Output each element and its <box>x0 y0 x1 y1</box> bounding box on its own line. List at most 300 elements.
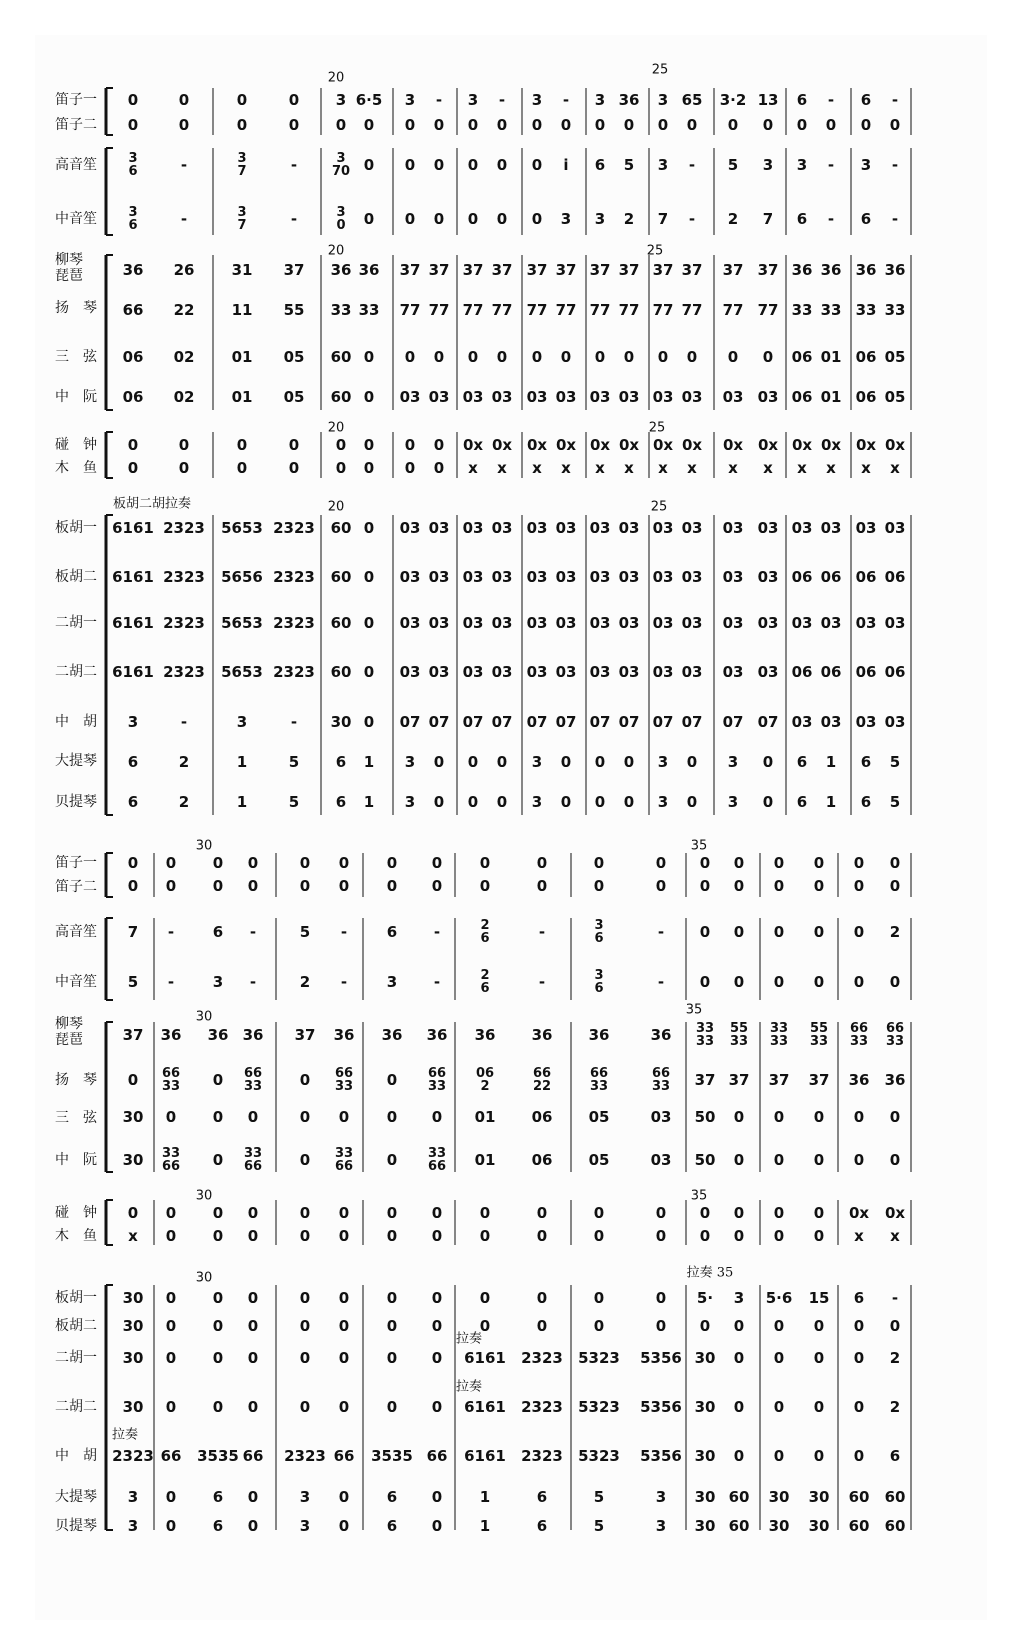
note: 03 <box>589 388 611 406</box>
instrument-label-zhonghu: 中 胡 <box>55 1448 97 1464</box>
note: 0 <box>762 348 774 366</box>
note-part: 2 <box>480 918 490 933</box>
note: 7 <box>127 923 139 941</box>
note: 03 <box>652 568 674 586</box>
note: 0 <box>433 210 445 228</box>
note: - <box>891 91 899 109</box>
note: 37 <box>694 1071 716 1089</box>
note: 07 <box>618 713 640 731</box>
note: 6161 <box>112 568 154 586</box>
note: 36 <box>618 91 640 109</box>
note: x <box>890 459 900 477</box>
note: 36 <box>588 1026 610 1044</box>
note: 36 <box>242 1026 264 1044</box>
note: 26 <box>173 261 195 279</box>
note: 50 <box>694 1108 716 1126</box>
note: 03 <box>757 388 779 406</box>
note: x <box>624 459 634 477</box>
note: 0 <box>335 116 347 134</box>
instrument-label-cello: 大提琴 <box>55 1489 97 1505</box>
note: - <box>538 973 546 991</box>
note: 0 <box>299 1204 311 1222</box>
note: 03 <box>462 388 484 406</box>
note: 5 <box>623 156 635 174</box>
note: 30 <box>694 1488 716 1506</box>
note: 1 <box>479 1517 491 1535</box>
note-part: 66 <box>532 1066 552 1081</box>
note: 0 <box>127 1204 139 1222</box>
note: 3 <box>762 156 774 174</box>
note: 6 <box>536 1488 548 1506</box>
note: 0 <box>773 1204 785 1222</box>
note: 6 <box>594 156 606 174</box>
note: 1 <box>825 793 837 811</box>
note: 03 <box>652 663 674 681</box>
note: 06 <box>791 388 813 406</box>
note: 0 <box>813 1317 825 1335</box>
note: 0 <box>386 1151 398 1169</box>
note: 0 <box>165 877 177 895</box>
note-part: 6 <box>128 218 138 233</box>
note: 0 <box>655 854 667 872</box>
note: 0 <box>404 459 416 477</box>
note: 5653 <box>221 614 263 632</box>
note-part: 66 <box>243 1159 263 1174</box>
note: 0 <box>431 877 443 895</box>
note: 0 <box>594 793 606 811</box>
note: 0 <box>733 1349 745 1367</box>
note: 3 <box>404 91 416 109</box>
note: 0 <box>593 1317 605 1335</box>
note: 0 <box>386 1204 398 1222</box>
note: 0 <box>813 1108 825 1126</box>
note: 0 <box>386 854 398 872</box>
note: 36 <box>650 1026 672 1044</box>
note: 0 <box>335 459 347 477</box>
note: 36 <box>884 1071 906 1089</box>
note: 03 <box>618 568 640 586</box>
note: 3 <box>594 91 606 109</box>
note: x <box>468 459 478 477</box>
note-stack <box>696 1022 714 1048</box>
note: 03 <box>884 713 906 731</box>
note: 0 <box>299 1227 311 1245</box>
note: 1 <box>825 753 837 771</box>
note-part: 33 <box>769 1021 789 1036</box>
note: 36 <box>884 261 906 279</box>
note: 77 <box>428 301 450 319</box>
note: x <box>854 1227 864 1245</box>
note: 06 <box>884 663 906 681</box>
note: 0 <box>431 1488 443 1506</box>
note: - <box>433 923 441 941</box>
note-part: 3 <box>128 205 138 220</box>
note: 0x <box>757 436 779 454</box>
note-part: 66 <box>243 1066 263 1081</box>
note-part: 33 <box>334 1146 354 1161</box>
note: 37 <box>652 261 674 279</box>
note: 0 <box>655 1204 667 1222</box>
instrument-label-sanxian: 三 弦 <box>55 349 97 365</box>
instrument-label-pengzhong: 碰 钟 <box>55 1205 97 1221</box>
note: 0 <box>560 753 572 771</box>
note: 0 <box>733 923 745 941</box>
instrument-label-yangqin: 扬 琴 <box>55 1072 97 1088</box>
note: 6 <box>536 1517 548 1535</box>
note-part: 33 <box>334 1079 354 1094</box>
note: 33 <box>330 301 352 319</box>
note: 0 <box>853 923 865 941</box>
note: 0 <box>536 1289 548 1307</box>
note: 66 <box>242 1447 264 1465</box>
note: 0x <box>884 436 906 454</box>
note: 2 <box>889 1398 901 1416</box>
note: 0 <box>686 793 698 811</box>
note: 0 <box>299 877 311 895</box>
note: 07 <box>589 713 611 731</box>
note: 0 <box>299 1151 311 1169</box>
note: 6 <box>386 1517 398 1535</box>
note-stack <box>237 206 246 232</box>
note: 3 <box>657 793 669 811</box>
note: 03 <box>650 1151 672 1169</box>
note: 0 <box>467 753 479 771</box>
note: 36 <box>531 1026 553 1044</box>
note: 0 <box>686 348 698 366</box>
note: 0 <box>247 1317 259 1335</box>
note: 0 <box>773 1398 785 1416</box>
note: 60 <box>330 348 352 366</box>
note: 6 <box>889 1447 901 1465</box>
note: 0 <box>165 1204 177 1222</box>
note-part: 33 <box>695 1034 715 1049</box>
note: 01 <box>820 388 842 406</box>
note: 05 <box>588 1151 610 1169</box>
note: 30 <box>768 1517 790 1535</box>
note: 0 <box>127 459 139 477</box>
note: 03 <box>820 614 842 632</box>
note-part: 66 <box>334 1066 354 1081</box>
note: 0 <box>212 1071 224 1089</box>
note: 33 <box>791 301 813 319</box>
note: 0 <box>363 459 375 477</box>
note: 0 <box>853 877 865 895</box>
note-part: 66 <box>427 1066 447 1081</box>
note: 0 <box>247 1108 259 1126</box>
note: 6161 <box>464 1349 506 1367</box>
note: 3 <box>467 91 479 109</box>
note: 0x <box>652 436 674 454</box>
note: 03 <box>855 519 877 537</box>
note-stack <box>332 152 350 178</box>
note: 0 <box>813 1398 825 1416</box>
note: 31 <box>231 261 253 279</box>
note: 77 <box>757 301 779 319</box>
note-stack <box>162 1147 180 1173</box>
note: 2 <box>178 753 190 771</box>
note: 0 <box>363 388 375 406</box>
note: 2323 <box>273 614 315 632</box>
instrument-label-dizi2: 笛子二 <box>55 117 97 133</box>
note-part: 3 <box>336 205 346 220</box>
note: 66 <box>160 1447 182 1465</box>
note: 0 <box>386 1071 398 1089</box>
instrument-label-bass: 贝提琴 <box>55 794 97 810</box>
note: 37 <box>122 1026 144 1044</box>
note: 0 <box>433 348 445 366</box>
note-stack <box>810 1022 828 1048</box>
note-stack <box>652 1067 670 1093</box>
note-part: 33 <box>589 1079 609 1094</box>
note: 0 <box>165 1108 177 1126</box>
note: 66 <box>122 301 144 319</box>
note: 0 <box>773 1108 785 1126</box>
note: 5653 <box>221 663 263 681</box>
note: 6 <box>796 210 808 228</box>
note: 77 <box>462 301 484 319</box>
note: 03 <box>589 519 611 537</box>
note: 0 <box>433 156 445 174</box>
note: 0 <box>363 210 375 228</box>
note: 0 <box>431 854 443 872</box>
note: 0 <box>733 1317 745 1335</box>
note: 0 <box>212 1398 224 1416</box>
note: 03 <box>428 614 450 632</box>
note: 0 <box>796 116 808 134</box>
note-stack <box>162 1067 180 1093</box>
note: 6161 <box>464 1398 506 1416</box>
note: 0 <box>386 1108 398 1126</box>
note: 0 <box>338 1204 350 1222</box>
note: - <box>827 91 835 109</box>
instrument-label-cello: 大提琴 <box>55 753 97 769</box>
note: 0 <box>686 116 698 134</box>
note: 3 <box>531 91 543 109</box>
note: 0 <box>338 1517 350 1535</box>
note: 03 <box>399 663 421 681</box>
note: x <box>497 459 507 477</box>
note: 6 <box>853 1289 865 1307</box>
note: 0 <box>165 1227 177 1245</box>
note: 0 <box>773 923 785 941</box>
note: 05 <box>884 348 906 366</box>
note: 03 <box>722 663 744 681</box>
note: 0 <box>813 877 825 895</box>
note: 0 <box>363 116 375 134</box>
measure-number: 25 <box>648 420 666 436</box>
note: 3 <box>236 713 248 731</box>
instrument-label-zhongruan: 中 阮 <box>55 1152 97 1168</box>
note: 01 <box>474 1151 496 1169</box>
note: 60 <box>330 568 352 586</box>
note: 60 <box>884 1517 906 1535</box>
note: 0 <box>363 663 375 681</box>
note: 0 <box>623 116 635 134</box>
note: 37 <box>399 261 421 279</box>
note: 03 <box>491 663 513 681</box>
note: 07 <box>757 713 779 731</box>
note: 60 <box>330 614 352 632</box>
note: 03 <box>884 614 906 632</box>
note-part: 33 <box>769 1034 789 1049</box>
note: 07 <box>722 713 744 731</box>
note: 03 <box>722 568 744 586</box>
note: 0 <box>594 116 606 134</box>
note: 0 <box>165 1488 177 1506</box>
note: 0 <box>338 1349 350 1367</box>
note: 6 <box>860 753 872 771</box>
note-stack <box>128 152 137 178</box>
note: 36 <box>820 261 842 279</box>
note: 03 <box>681 519 703 537</box>
note: 0 <box>212 1204 224 1222</box>
note-part: 33 <box>243 1079 263 1094</box>
note: 03 <box>526 519 548 537</box>
note: 3 <box>655 1517 667 1535</box>
note: 0 <box>531 156 543 174</box>
note: x <box>763 459 773 477</box>
note-stack <box>428 1147 446 1173</box>
instrument-label-gao_sheng: 高音笙 <box>55 924 97 940</box>
note: x <box>561 459 571 477</box>
note: 06 <box>855 663 877 681</box>
note: 0 <box>338 1289 350 1307</box>
note: 0 <box>247 854 259 872</box>
note-part: 66 <box>651 1066 671 1081</box>
note: 6 <box>127 793 139 811</box>
note-stack <box>428 1067 446 1093</box>
note: 37 <box>589 261 611 279</box>
note: - <box>538 923 546 941</box>
note-part: 66 <box>334 1159 354 1174</box>
note: - <box>435 91 443 109</box>
note: 03 <box>820 713 842 731</box>
note-part: 33 <box>161 1146 181 1161</box>
note: 60 <box>728 1517 750 1535</box>
note: 0 <box>247 1204 259 1222</box>
note: 6161 <box>112 663 154 681</box>
note: 0 <box>288 116 300 134</box>
note: 11 <box>231 301 253 319</box>
instrument-label-banhu1: 板胡一 <box>55 520 97 536</box>
note: 0 <box>212 1317 224 1335</box>
note: 0 <box>299 854 311 872</box>
direction-text: 板胡二胡拉奏 <box>112 496 192 512</box>
note: 0 <box>212 1289 224 1307</box>
direction-text: 拉奏 <box>111 1427 139 1443</box>
note: 0 <box>699 1227 711 1245</box>
note-stack <box>237 152 246 178</box>
note: 0 <box>853 1349 865 1367</box>
note: 0 <box>433 436 445 454</box>
note: 0 <box>386 1317 398 1335</box>
note: 0 <box>531 348 543 366</box>
note: 3535 <box>371 1447 413 1465</box>
note: 0 <box>536 877 548 895</box>
note: 3·2 <box>719 91 747 109</box>
note: 0 <box>431 1289 443 1307</box>
note: 03 <box>681 388 703 406</box>
note: 0 <box>299 1289 311 1307</box>
note: 03 <box>618 663 640 681</box>
note: x <box>128 1227 138 1245</box>
note: - <box>340 923 348 941</box>
note: - <box>180 210 188 228</box>
note: 60 <box>330 519 352 537</box>
note: 6 <box>212 1488 224 1506</box>
note: x <box>658 459 668 477</box>
note: 0 <box>699 1317 711 1335</box>
note: 5356 <box>640 1447 682 1465</box>
note: 0 <box>773 1349 785 1367</box>
note: 2323 <box>521 1398 563 1416</box>
note: 0 <box>165 1317 177 1335</box>
note: 0 <box>363 436 375 454</box>
note: 0x <box>884 1204 906 1222</box>
note: 0 <box>299 1398 311 1416</box>
note: 0 <box>338 1227 350 1245</box>
instrument-label-sanxian: 三 弦 <box>55 1110 97 1126</box>
note: 36 <box>855 261 877 279</box>
note-part: 3 <box>237 151 247 166</box>
note: 37 <box>491 261 513 279</box>
note: 03 <box>462 568 484 586</box>
note: 03 <box>491 614 513 632</box>
note: 3 <box>657 156 669 174</box>
note: 37 <box>681 261 703 279</box>
note: 3 <box>212 973 224 991</box>
note: 0 <box>773 854 785 872</box>
note: 0 <box>288 436 300 454</box>
note: 0 <box>536 854 548 872</box>
note: 07 <box>526 713 548 731</box>
note: 0 <box>363 519 375 537</box>
note: 03 <box>399 568 421 586</box>
note-stack <box>886 1022 904 1048</box>
note: x <box>890 1227 900 1245</box>
note-stack <box>770 1022 788 1048</box>
note: 0 <box>773 877 785 895</box>
note: 0 <box>733 1227 745 1245</box>
note: 77 <box>555 301 577 319</box>
note: 0 <box>531 210 543 228</box>
note: 0 <box>479 1289 491 1307</box>
note: 3 <box>860 156 872 174</box>
note: 3 <box>127 1517 139 1535</box>
instrument-label-liuqin_pipa: 柳琴 琵琶 <box>55 1016 83 1048</box>
note: 37 <box>728 1071 750 1089</box>
note: 0 <box>299 1108 311 1126</box>
measure-number: 20 <box>327 243 345 259</box>
note: 03 <box>555 663 577 681</box>
note: 0 <box>813 973 825 991</box>
note: 0 <box>657 348 669 366</box>
note: 0 <box>467 156 479 174</box>
note: 0 <box>127 854 139 872</box>
note: 0 <box>593 1204 605 1222</box>
note: 5 <box>299 923 311 941</box>
note: 30 <box>808 1517 830 1535</box>
note-part: 0 <box>336 218 346 233</box>
note: x <box>595 459 605 477</box>
note: 30 <box>122 1349 144 1367</box>
note: 03 <box>652 614 674 632</box>
note: 0 <box>386 1289 398 1307</box>
note: 37 <box>768 1071 790 1089</box>
note: 2 <box>623 210 635 228</box>
note: 03 <box>855 713 877 731</box>
note: 5 <box>288 753 300 771</box>
